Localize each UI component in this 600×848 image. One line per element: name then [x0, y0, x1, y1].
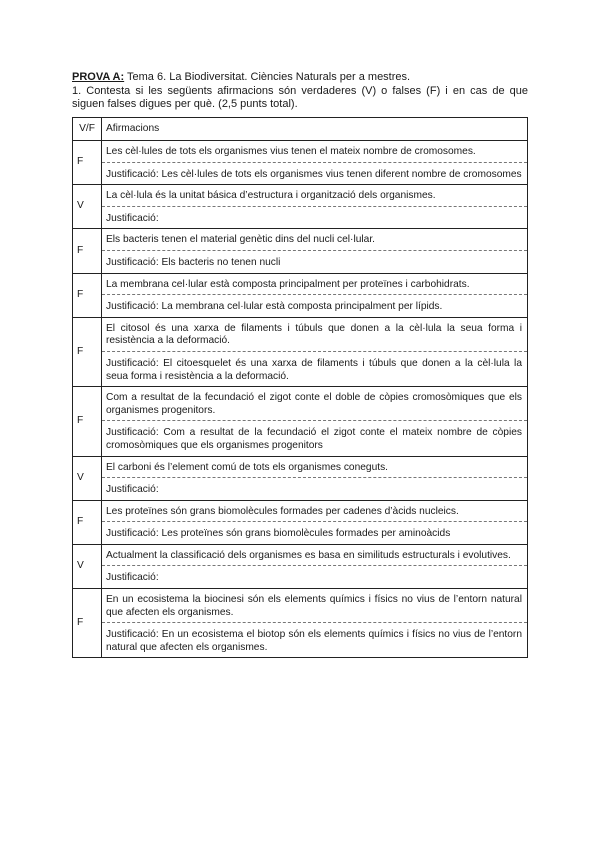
answer-cell: F	[73, 317, 102, 386]
table-row	[73, 185, 528, 229]
table-row	[73, 500, 528, 544]
content-cell	[102, 273, 528, 317]
justification-text: Justificació: Les proteïnes són grans biomolècules formades per aminoàcids	[106, 528, 451, 540]
justification-text: Justificació: El citoesquelet és una xarxa de filaments i túbuls que donen a la cèl·lula la seua forma i resistència a la deformació.	[106, 357, 522, 382]
table-row	[73, 141, 528, 185]
exam-label: PROVA A:	[72, 71, 125, 83]
answer-cell: F	[73, 589, 102, 658]
answer-cell: V	[73, 185, 102, 229]
column-header-afirmacions: Afirmacions	[102, 118, 528, 141]
answer-cell: F	[73, 500, 102, 544]
statement-text: Les cèl·lules de tots els organismes vius tenen el mateix nombre de cromosomes.	[102, 141, 527, 163]
statement-text: Els bacteris tenen el material genètic dins del nucli cel·lular.	[102, 229, 527, 251]
table-row	[73, 229, 528, 273]
table-row	[73, 317, 528, 386]
statement-text: El carboni és l’element comú de tots els organismes coneguts.	[102, 457, 527, 479]
content-cell	[102, 544, 528, 588]
content-cell	[102, 500, 528, 544]
table-row	[73, 589, 528, 658]
statement-text: En un ecosistema la biocinesi són els elements químics i físics no vius de l’entorn natural que afecten els organismes.	[102, 589, 527, 623]
statement-text: Actualment la classificació dels organismes es basa en similituds estructurals i evolutives.	[102, 545, 527, 567]
justification-text: Justificació: En un ecosistema el biotop són els elements químics i físics no vius de l’entorn natural que afecten els organismes.	[106, 629, 522, 653]
answer-cell: F	[73, 273, 102, 317]
table-row	[73, 544, 528, 588]
justification-text: Justificació: La membrana cel·lular està composta principalment per lípids.	[106, 301, 443, 313]
content-cell	[102, 141, 528, 185]
justification-text: Justificació:	[106, 484, 159, 496]
exam-title-line	[72, 71, 528, 85]
statement-text: La membrana cel·lular està composta principalment per proteïnes i carbohidrats.	[102, 274, 527, 296]
justification-text: Justificació:	[106, 572, 159, 584]
content-cell	[102, 387, 528, 456]
exam-title: Tema 6. La Biodiversitat. Ciències Naturals per a mestres.	[127, 71, 411, 83]
justification-text: Justificació:	[106, 212, 159, 224]
column-header-vf: V/F	[73, 118, 102, 141]
statement-text: Les proteïnes són grans biomolècules formades per cadenes d’àcids nucleics.	[102, 501, 527, 523]
answer-cell: V	[73, 456, 102, 500]
statements-table	[72, 117, 528, 658]
content-cell	[102, 185, 528, 229]
table-row	[73, 456, 528, 500]
content-cell	[102, 317, 528, 386]
table-header-row	[73, 118, 528, 141]
table-row	[73, 273, 528, 317]
justification-text: Justificació: Com a resultat de la fecundació el zigot conte el mateix nombre de còpies cromosòmiques que els organismes progenitors	[106, 427, 522, 451]
answer-cell: F	[73, 387, 102, 456]
content-cell	[102, 456, 528, 500]
statement-text: Com a resultat de la fecundació el zigot conte el doble de còpies cromosòmiques que els organismes progenitors.	[102, 387, 527, 421]
content-cell	[102, 589, 528, 658]
justification-text: Justificació: Els bacteris no tenen nucli	[106, 256, 281, 268]
justification-text: Justificació: Les cèl·lules de tots els organismes vius tenen diferent nombre de cromosomes	[106, 168, 522, 180]
statement-text: El citosol és una xarxa de filaments i túbuls que donen a la cèl·lula la seua forma i resistència a la deformació.	[102, 318, 527, 352]
answer-cell: F	[73, 229, 102, 273]
exam-header	[72, 71, 528, 112]
table-row	[73, 387, 528, 456]
answer-cell: V	[73, 544, 102, 588]
content-cell	[102, 229, 528, 273]
exam-instructions: 1. Contesta si les següents afirmacions són verdaderes (V) o falses (F) i en cas de que siguen falses digues per què. (2,5 punts total).	[72, 84, 528, 110]
answer-cell: F	[73, 141, 102, 185]
statement-text: La cèl·lula és la unitat básica d’estructura i organització dels organismes.	[102, 185, 527, 207]
